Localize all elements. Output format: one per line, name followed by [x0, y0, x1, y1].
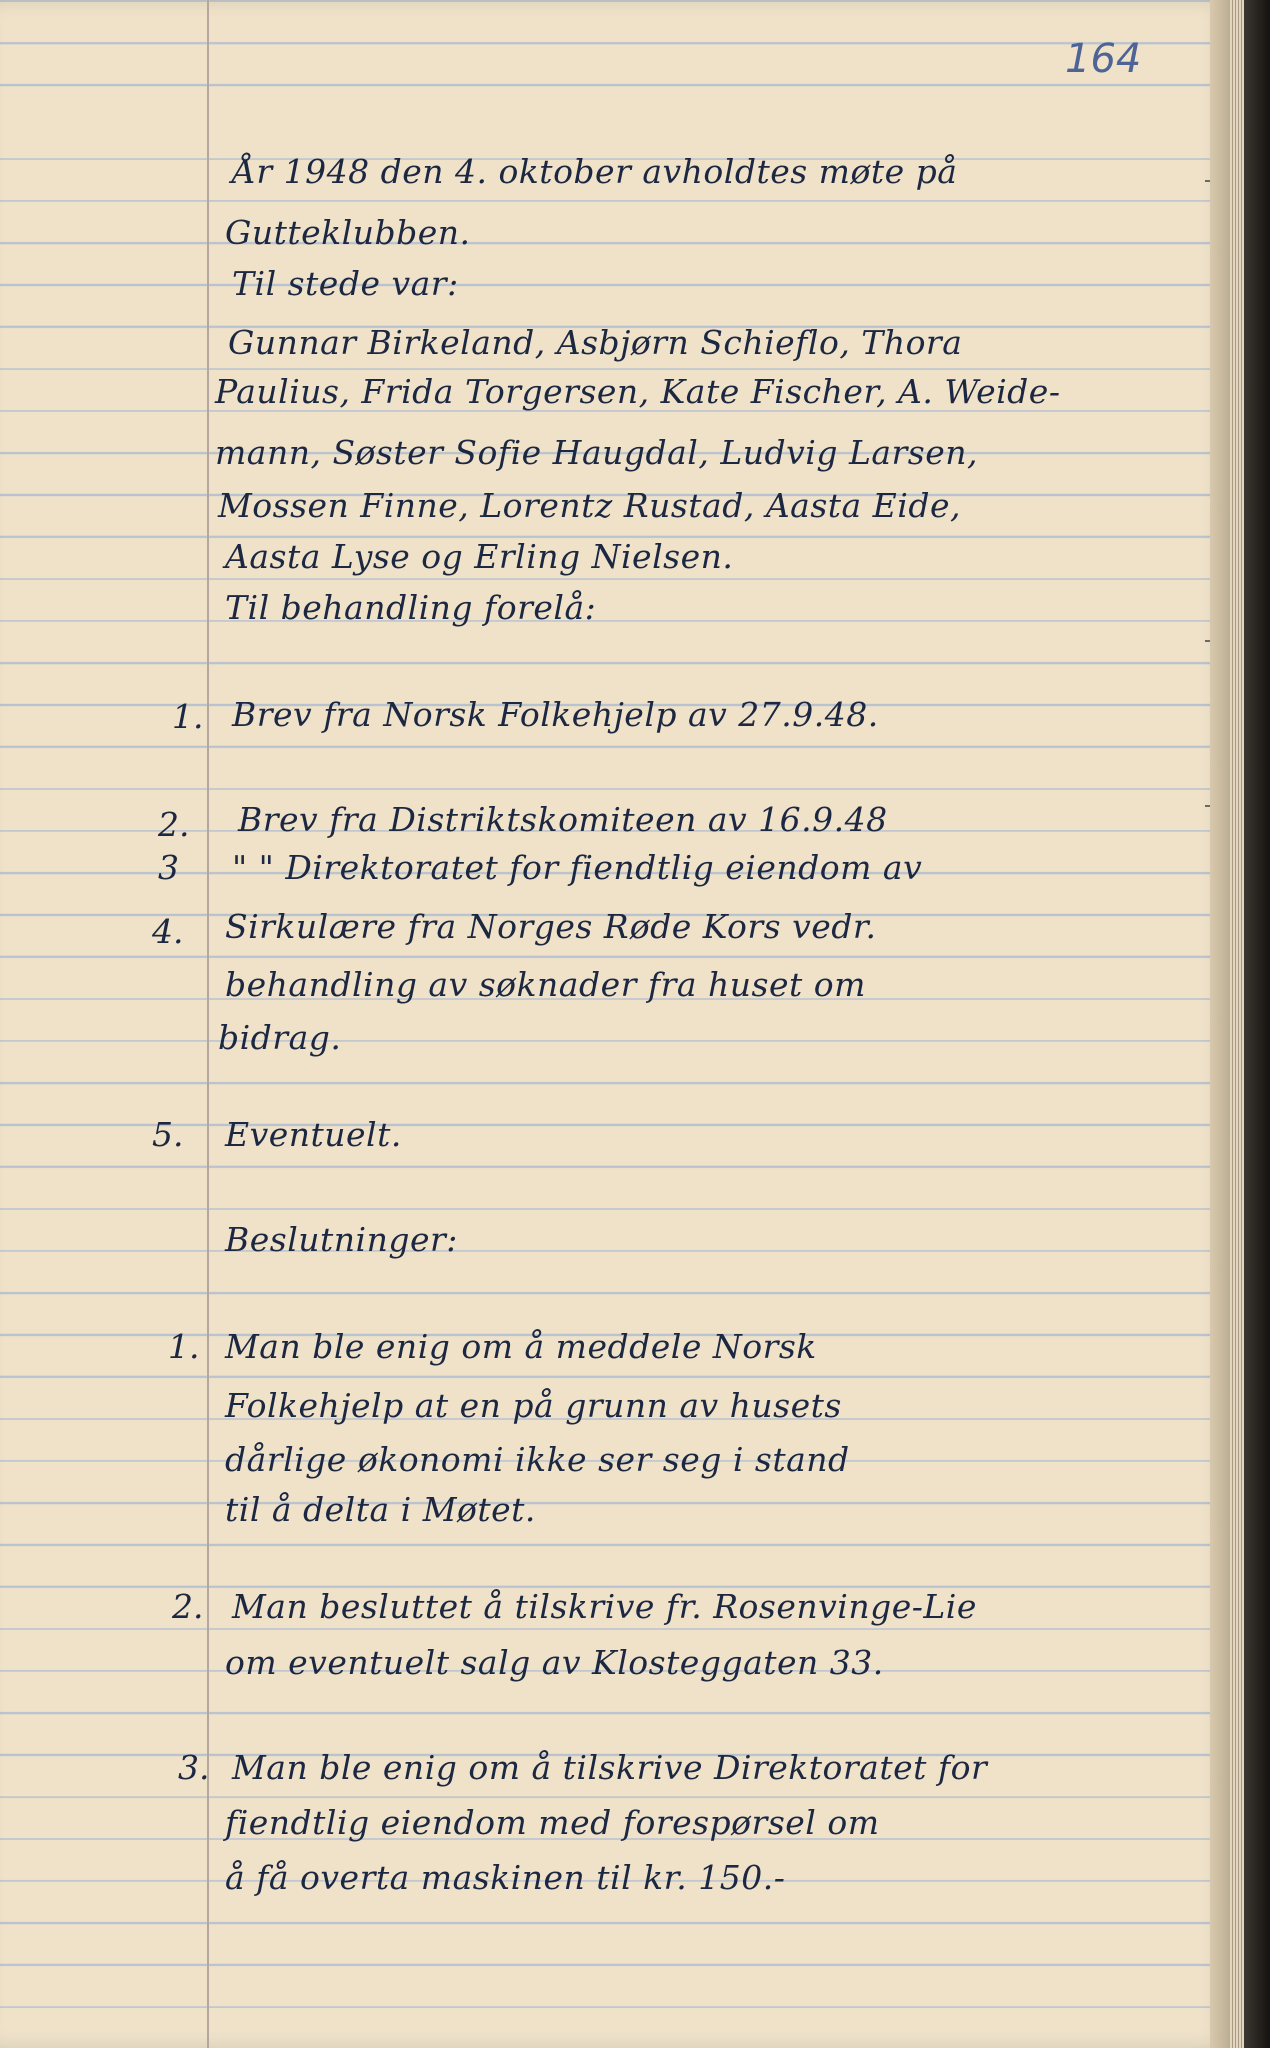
text-line: Til behandling forelå:: [225, 588, 597, 627]
resolution-line: Man ble enig om å meddele Norsk: [225, 1327, 817, 1366]
agenda-item: " " Direktoratet for fiendtlig eiendom av: [232, 848, 923, 887]
resolution-line: Man ble enig om å tilskrive Direktoratet for: [232, 1748, 988, 1787]
agenda-item: Brev fra Distriktskomiteen av 16.9.48: [238, 800, 888, 839]
text-line: Aasta Lyse og Erling Nielsen.: [225, 537, 734, 576]
resolution-line: dårlige økonomi ikke ser seg i stand: [225, 1440, 850, 1479]
resolution-line: om eventuelt salg av Klosteggaten 33.: [225, 1643, 884, 1682]
text-line: mann, Søster Sofie Haugdal, Ludvig Larsen,: [215, 433, 979, 472]
page-number: 164: [1065, 36, 1142, 82]
resolution-line: til å delta i Møtet.: [225, 1490, 536, 1529]
text-line: År 1948 den 4. oktober avholdtes møte på: [232, 152, 958, 191]
resolution-line: fiendtlig eiendom med forespørsel om: [225, 1803, 880, 1842]
agenda-number: 5.: [152, 1115, 184, 1154]
text-line: Paulius, Frida Torgersen, Kate Fischer, A. Weide-: [215, 372, 1061, 411]
agenda-number: 2.: [158, 805, 190, 844]
resolution-line: Man besluttet å tilskrive fr. Rosenvinge-Lie: [232, 1587, 977, 1626]
text-line: Gunnar Birkeland, Asbjørn Schieflo, Thora: [228, 323, 963, 362]
book-cover: [1244, 0, 1270, 2048]
agenda-item: Brev fra Norsk Folkehjelp av 27.9.48.: [232, 695, 879, 734]
agenda-number: 1.: [172, 697, 204, 736]
agenda-item: behandling av søknader fra huset om: [225, 965, 866, 1004]
section-heading: Beslutninger:: [225, 1220, 458, 1259]
text-line: Mossen Finne, Lorentz Rustad, Aasta Eide,: [218, 486, 961, 525]
resolution-number: 3.: [178, 1748, 210, 1787]
text-line: Gutteklubben.: [225, 213, 471, 252]
resolution-line: Folkehjelp at en på grunn av husets: [225, 1386, 842, 1425]
margin-line: [207, 0, 209, 2048]
page-edge: [1210, 0, 1230, 2048]
resolution-line: å få overta maskinen til kr. 150.-: [225, 1858, 786, 1897]
agenda-number: 3: [158, 848, 179, 887]
resolution-number: 1.: [168, 1327, 200, 1366]
agenda-item: Sirkulære fra Norges Røde Kors vedr.: [225, 907, 877, 946]
agenda-item: Eventuelt.: [225, 1115, 402, 1154]
resolution-number: 2.: [172, 1587, 204, 1626]
page-stack: [1230, 0, 1244, 2048]
agenda-number: 4.: [152, 912, 184, 951]
agenda-item: bidrag.: [218, 1018, 342, 1057]
text-line: Til stede var:: [232, 264, 459, 303]
